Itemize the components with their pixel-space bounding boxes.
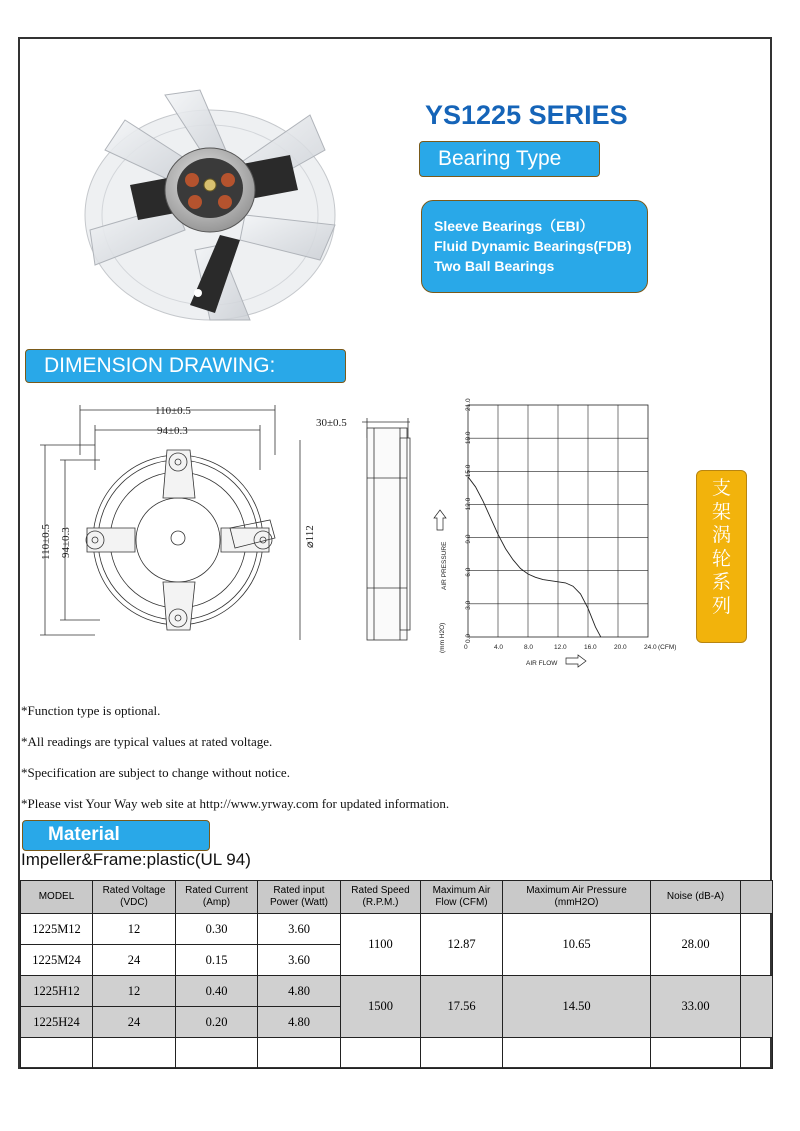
x-tick-label: 4.0 (494, 644, 504, 651)
note-specification: *Specification are subject to change without notice. (21, 765, 290, 780)
y-tick-label: 12.0 (465, 497, 472, 511)
y-tick-label: 18.0 (465, 431, 472, 445)
side-view-drawing (312, 408, 427, 648)
cell-power: 4.80 (258, 1007, 341, 1038)
note-function: *Function type is optional. (21, 703, 161, 718)
y-tick-label: 0.0 (465, 633, 472, 643)
cell-model: 1225H24 (21, 1007, 93, 1038)
y-tick-label: 6.0 (465, 567, 472, 577)
y-unit-label: (mm H2O) (439, 622, 446, 653)
col-header-noise: Noise (dB-A) (651, 881, 741, 914)
side-tab-char: 涡 (711, 524, 731, 546)
col-header-blank (741, 881, 773, 914)
cell-speed: 1100 (341, 914, 421, 976)
cell-flow: 12.87 (421, 914, 503, 976)
cell-blank (741, 976, 773, 1038)
cell-current: 0.30 (176, 914, 258, 945)
cell-model: 1225H12 (21, 976, 93, 1007)
cell-voltage: 24 (93, 945, 176, 976)
cell-noise: 33.00 (651, 976, 741, 1038)
side-tab-char: 支 (711, 477, 731, 499)
y-axis-label: AIR PRESSURE (441, 541, 448, 590)
series-line (468, 477, 601, 637)
bearing-list (421, 200, 648, 293)
col-header-speed: Rated Speed (R.P.M.) (341, 881, 421, 914)
x-tick-label: 8.0 (524, 644, 534, 651)
material-title: Material (22, 820, 210, 851)
cell-current: 0.20 (176, 1007, 258, 1038)
cell-model: 1225M12 (21, 914, 93, 945)
spec-table (20, 880, 773, 1069)
x-arrow-icon (566, 655, 586, 667)
table-row-empty (21, 1038, 773, 1069)
y-tick-label: 15.0 (465, 464, 472, 478)
cell-voltage: 12 (93, 914, 176, 945)
col-header-power: Rated input Power (Watt) (258, 881, 341, 914)
y-tick-label: 9.0 (465, 534, 472, 544)
cell-voltage: 12 (93, 976, 176, 1007)
dim-thickness: 30±0.5 (316, 417, 347, 429)
col-header-voltage: Rated Voltage (VDC) (93, 881, 176, 914)
side-tab-char: 架 (711, 500, 731, 523)
cell-speed: 1500 (341, 976, 421, 1038)
bearing-item-fdb: Fluid Dynamic Bearings(FDB) (434, 238, 632, 254)
cell-power: 3.60 (258, 914, 341, 945)
impeller-frame-text: Impeller&Frame:plastic(UL 94) (21, 850, 251, 869)
dim-height-outer: 110±0.5 (40, 524, 52, 560)
x-axis-label: AIR FLOW (526, 660, 558, 667)
y-arrow-icon (434, 510, 446, 530)
dimension-drawing-title: DIMENSION DRAWING: (25, 349, 346, 383)
cell-pressure: 10.65 (503, 914, 651, 976)
x-tick-label: 0 (464, 644, 468, 651)
x-unit-label: (CFM) (658, 644, 677, 651)
note-readings: *All readings are typical values at rated voltage. (21, 734, 273, 749)
side-tab-char: 列 (711, 594, 731, 617)
cell-flow: 17.56 (421, 976, 503, 1038)
cell-voltage: 24 (93, 1007, 176, 1038)
side-tab-char: 轮 (711, 547, 731, 570)
cell-current: 0.40 (176, 976, 258, 1007)
dim-width-outer: 110±0.5 (155, 405, 191, 417)
dim-diameter: ⌀112 (304, 525, 316, 548)
col-header-pressure: Maximum Air Pressure (mmH2O) (503, 881, 651, 914)
cell-model: 1225M24 (21, 945, 93, 976)
bearing-item-ball: Two Ball Bearings (434, 258, 555, 274)
table-row (21, 976, 773, 1007)
dim-width-inner: 94±0.3 (157, 425, 188, 437)
series-title: YS1225 SERIES (425, 100, 628, 130)
table-header-row (21, 881, 773, 914)
performance-chart (428, 393, 690, 678)
table-row (21, 914, 773, 945)
col-header-flow: Maximum Air Flow (CFM) (421, 881, 503, 914)
cell-blank (741, 914, 773, 976)
front-view-drawing (35, 400, 320, 650)
fan-image (70, 55, 360, 330)
y-tick-label: 3.0 (465, 600, 472, 610)
dim-height-inner: 94±0.3 (60, 527, 72, 558)
bearing-item-sleeve: Sleeve Bearings（EBI） (434, 218, 594, 234)
x-tick-label: 16.0 (584, 644, 597, 651)
x-tick-label: 24.0 (644, 644, 657, 651)
col-header-current: Rated Current (Amp) (176, 881, 258, 914)
cell-power: 4.80 (258, 976, 341, 1007)
note-website: *Please vist Your Way web site at http://www.yrway.com for updated information. (21, 796, 450, 811)
series-side-tab (696, 470, 747, 643)
cell-current: 0.15 (176, 945, 258, 976)
y-tick-label: 21.0 (465, 398, 472, 411)
x-tick-label: 20.0 (614, 644, 627, 651)
col-header-model: MODEL (21, 881, 93, 914)
side-tab-char: 系 (711, 571, 731, 593)
cell-power: 3.60 (258, 945, 341, 976)
cell-pressure: 14.50 (503, 976, 651, 1038)
x-tick-label: 12.0 (554, 644, 567, 651)
bearing-type-label: Bearing Type (419, 141, 600, 177)
cell-noise: 28.00 (651, 914, 741, 976)
